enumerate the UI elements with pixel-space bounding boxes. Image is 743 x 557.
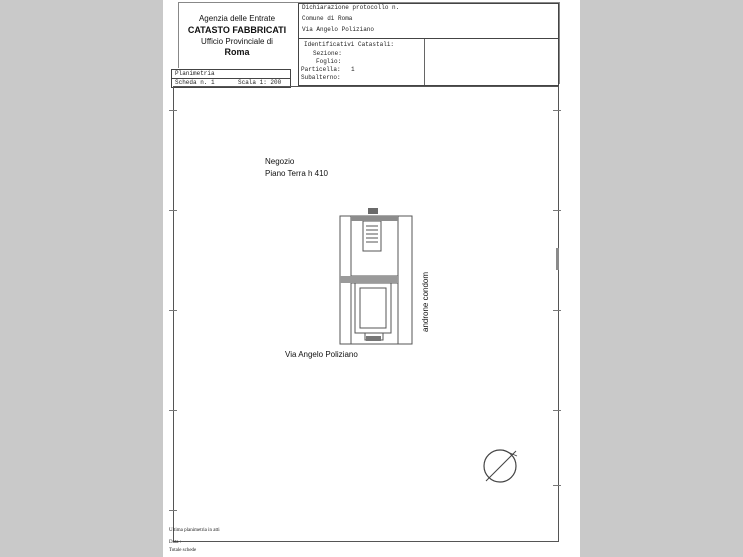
use-label: Negozio: [265, 157, 295, 166]
cadastral-sheet: [163, 0, 580, 557]
particella-label: Particella:: [301, 66, 341, 73]
plan-title: Planimetria: [175, 70, 215, 77]
door-detail: [366, 336, 381, 341]
comune-label: Comune di Roma: [302, 15, 353, 22]
footer-last-plan: Ultima planimetria in atti: [169, 528, 220, 533]
foglio-label: Foglio:: [316, 58, 342, 65]
protocol-label: Dichiarazione protocollo n.: [302, 4, 400, 11]
wall-hatch: [340, 276, 398, 283]
agency-name: Agenzia delle Entrate: [198, 14, 276, 23]
street-label: Via Angelo Poliziano: [285, 350, 358, 359]
provincial-office: Ufficio Provinciale di: [201, 37, 273, 46]
address-label: Via Angelo Poliziano: [302, 26, 375, 33]
footer-total: Totale schede: [169, 548, 197, 553]
scale-label: Scala 1: 200: [238, 79, 282, 86]
north-arrow: [484, 450, 517, 482]
sezione-label: Sezione:: [313, 50, 342, 57]
corridor-label: androne condom: [421, 271, 430, 332]
catasto-title: CATASTO FABBRICATI: [187, 25, 287, 35]
office-city: Roma: [224, 47, 250, 57]
identifiers-title: Identificativi Catastali:: [304, 41, 395, 48]
floor-label: Piano Terra h 410: [265, 169, 329, 178]
scheda-number: Scheda n. 1: [175, 79, 215, 86]
subalterno-label: Subalterno:: [301, 74, 341, 81]
footer-date: Data :: [169, 540, 182, 545]
inner-room: [360, 288, 386, 328]
floor-plan-drawing: [163, 0, 580, 557]
wall-hatch: [351, 216, 398, 221]
particella-value: 1: [351, 66, 355, 73]
vent-detail: [368, 208, 378, 214]
